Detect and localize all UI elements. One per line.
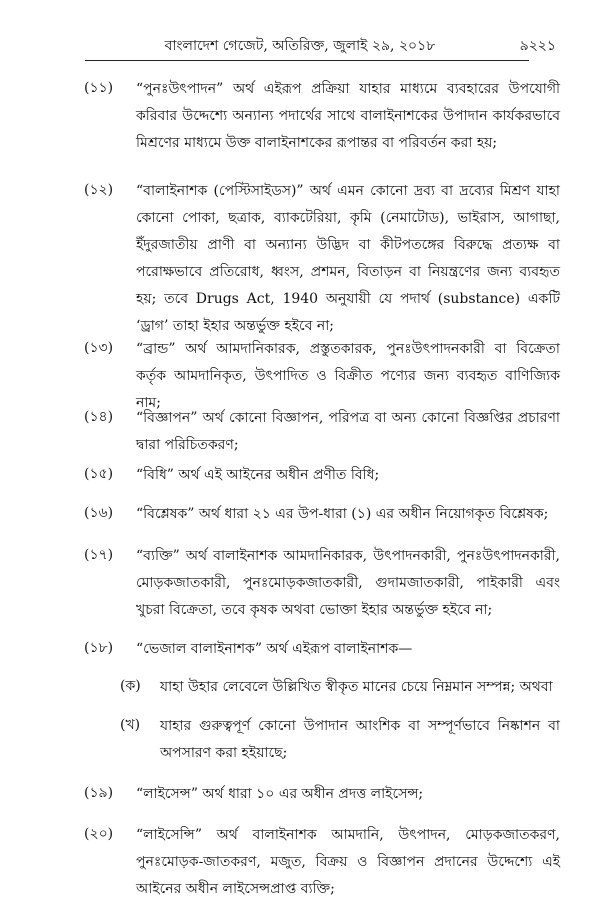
definition-number: (১৬): [84, 505, 114, 521]
subclause-text: যাহা উহার লেবেলে উল্লিখিত স্বীকৃত মানের চেয়ে নিম্নমান সম্পন্ন; অথবা: [160, 679, 553, 695]
definition-16: [84, 501, 560, 529]
page-header: [0, 36, 600, 56]
definition-number: (১১): [84, 80, 114, 96]
definition-14: [84, 405, 560, 461]
definition-18: [84, 636, 560, 664]
subclause-ka: [120, 674, 560, 702]
header-divider: [85, 60, 529, 61]
definition-number: (২০): [84, 826, 114, 842]
definition-17: [84, 543, 560, 627]
definition-text: “বিশ্লেষক” অর্থ ধারা ২১ এর উপ-ধারা (১) এর অধীন নিয়োগকৃত বিশ্লেষক;: [136, 506, 549, 522]
definition-15: [84, 462, 560, 490]
definition-number: (১৮): [84, 640, 114, 656]
gazette-title: বাংলাদেশ গেজেট, অতিরিক্ত, জুলাই ২৯, ২০১৮: [164, 38, 436, 54]
subclause-kha: [120, 713, 560, 769]
definition-text: “লাইসেন্সি” অর্থ বালাইনাশক আমদানি, উৎপাদন, মোড়কজাতকরণ, পুনঃমোড়ক-জাতকরণ, মজুত, বিক্রয় ও বিজ্ঞাপন প্রদানের উদ্দেশ্যে এই আইনের অধীন লাইসেন্সপ্রাপ্ত ব্যক্তি;: [136, 827, 560, 897]
definition-number: (১৫): [84, 466, 114, 482]
definition-text: “ব্রান্ড” অর্থ আমদানিকারক, প্রস্তুতকারক, পুনঃউৎপাদনকারী বা বিক্রেতা কর্তৃক আমদানিকৃত, উৎপাদিত ও বিক্রীত পণ্যের জন্য ব্যবহৃত বাণিজ্যিক নাম;: [136, 341, 560, 411]
definition-20: [84, 822, 560, 902]
definition-number: (১৪): [84, 409, 114, 425]
definition-number: (১৭): [84, 547, 114, 563]
definition-text: “ব্যক্তি” অর্থ বালাইনাশক আমদানিকারক, উৎপাদনকারী, পুনঃউৎপাদনকারী, মোড়কজাতকারী, পুনঃমোড়কজাতকারী, গুদামজাতকারী, পাইকারী এবং খুচরা বিক্রেতা, তবে কৃষক অথবা ভোক্তা ইহার অন্তর্ভুক্ত হইবে না;: [136, 548, 560, 618]
page-number: ৯২২১: [519, 38, 556, 54]
definition-text: “বিজ্ঞাপন” অর্থ কোনো বিজ্ঞাপন, পরিপত্র বা অন্য কোনো বিজ্ঞপ্তির প্রচারণা দ্বারা পরিচিতকরণ;: [136, 410, 560, 453]
definition-number: (১২): [84, 182, 114, 198]
definition-text: “বালাইনাশক (পেস্টিসাইডস)” অর্থ এমন কোনো দ্রব্য বা দ্রব্যের মিশ্রণ যাহা কোনো পোকা, ছত্রাক, ব্যাকটেরিয়া, কৃমি (নেমাটোড), ভাইরাস, আগাছা, ইঁদুরজাতীয় প্রাণী বা অন্যান্য উদ্ভিদ বা কীটপতঙ্গের বিরুদ্ধে প্রত্যক্ষ বা পরোক্ষভাবে প্রতিরোধ, ধ্বংস, প্রশমন, বিতাড়ন বা নিয়ন্ত্রণের জন্য ব্যবহৃত হয়; তবে Drugs Act, 1940 অনুযায়ী যে পদার্থ (substance) একটি ‘ড্রাগ’ তাহা ইহার অন্তর্ভুক্ত হইবে না;: [136, 183, 560, 334]
subclause-text: যাহার গুরুত্বপূর্ণ কোনো উপাদান আংশিক বা সম্পূর্ণভাবে নিষ্কাশন বা অপসারণ করা হইয়াছে;: [160, 718, 560, 761]
subclause-label: (ক): [120, 678, 141, 694]
definition-text: “লাইসেন্স” অর্থ ধারা ১০ এর অধীন প্রদত্ত লাইসেন্স;: [136, 786, 424, 802]
definition-text: “বিধি” অর্থ এই আইনের অধীন প্রণীত বিধি;: [136, 467, 380, 483]
definition-number: (১৯): [84, 785, 114, 801]
definition-11: [84, 76, 560, 160]
definition-number: (১৩): [84, 340, 114, 356]
subclause-label: (খ): [120, 717, 141, 733]
definition-12: [84, 178, 560, 334]
definition-text: “পুনঃউৎপাদন” অর্থ এইরূপ প্রক্রিয়া যাহার মাধ্যমে ব্যবহারের উপযোগী করিবার উদ্দেশ্যে অন্যান্য পদার্থের সাথে বালাইনাশকের উপাদান কার্যকরভাবে মিশ্রণের মাধ্যমে উক্ত বালাইনাশকের রূপান্তর বা পরিবর্তন করা হয়;: [136, 81, 560, 151]
definition-text: “ভেজাল বালাইনাশক” অর্থ এইরূপ বালাইনাশক—: [136, 641, 413, 657]
definition-19: [84, 781, 560, 809]
definition-13: [84, 336, 560, 411]
